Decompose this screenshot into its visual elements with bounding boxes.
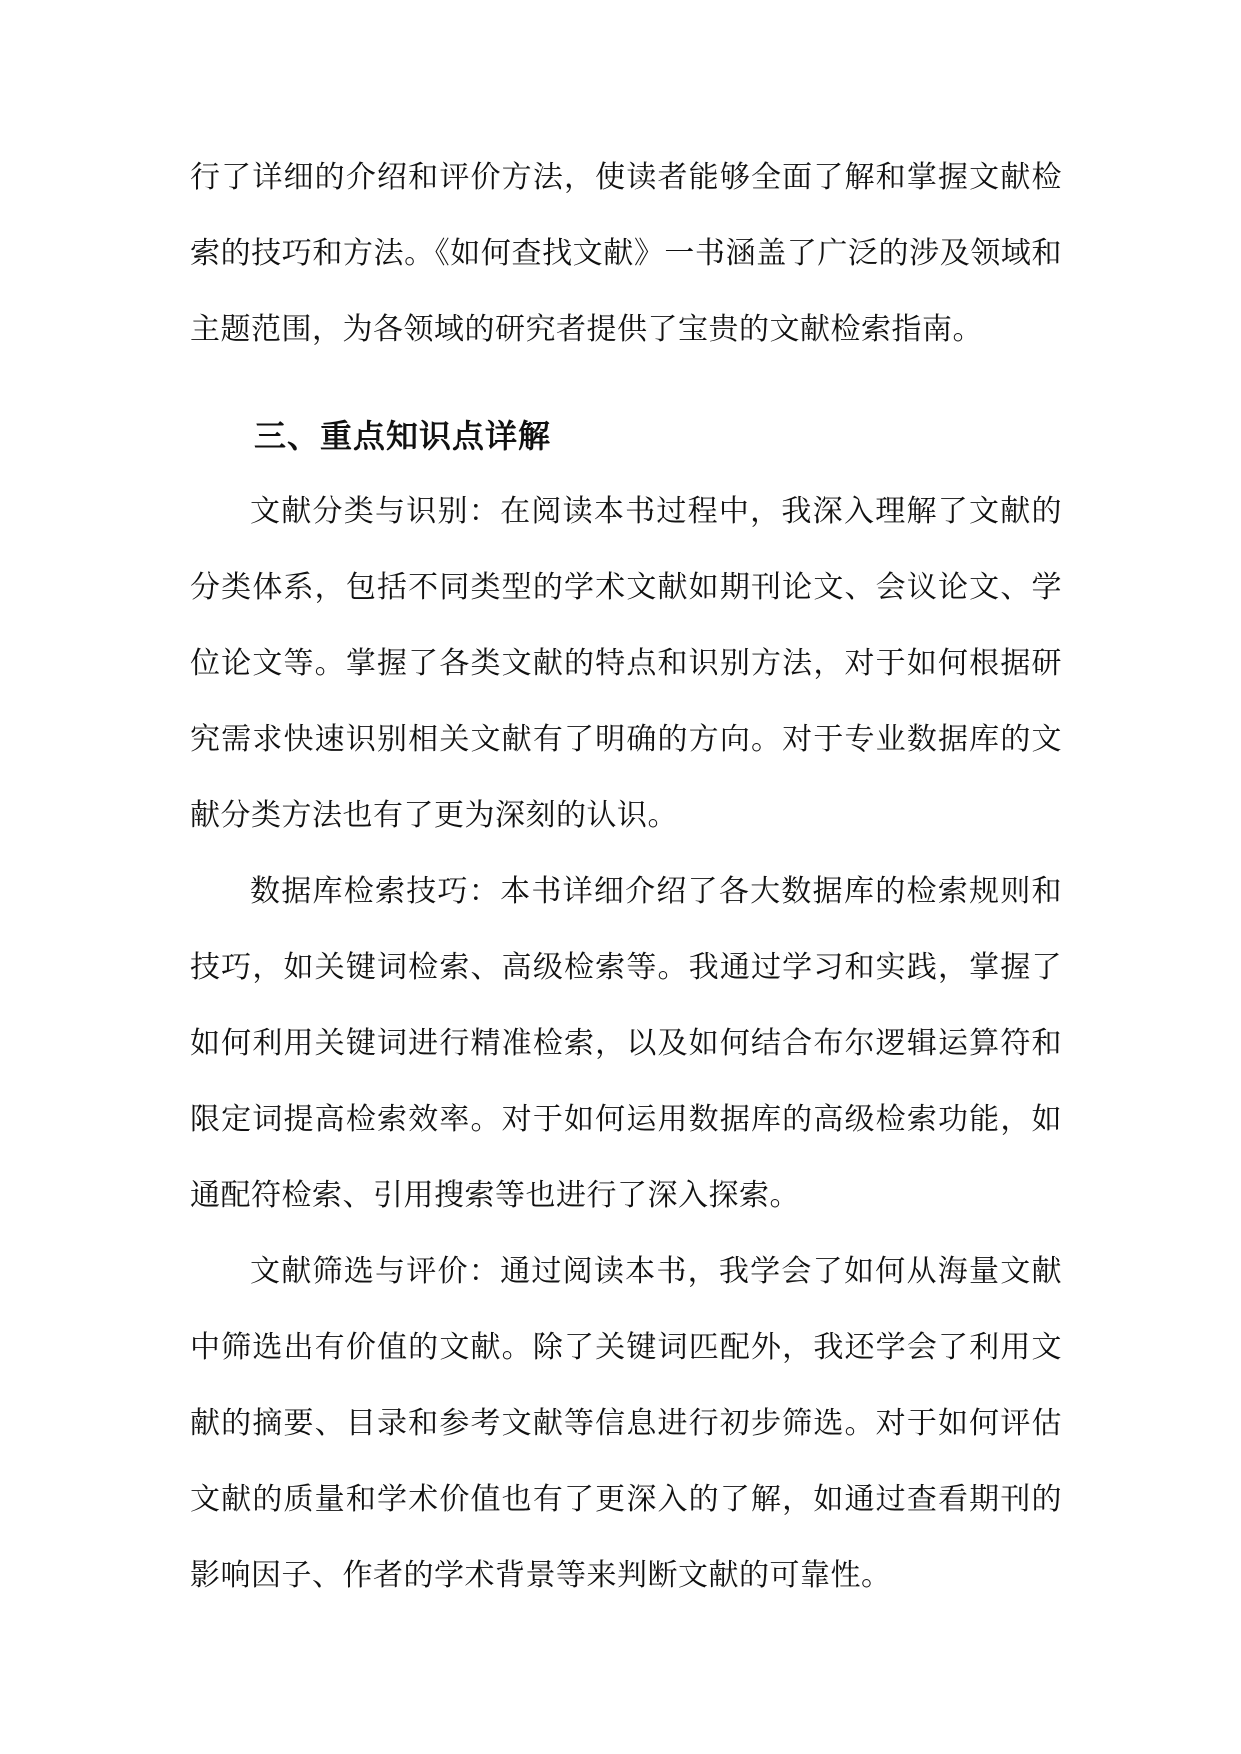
paragraph-literature-screening: 文献筛选与评价：通过阅读本书，我学会了如何从海量文献中筛选出有价值的文献。除了关键词匹配外，我还学会了利用文献的摘要、目录和参考文献等信息进行初步筛选。对于如何评估文献的质量和学术价值也有了更深入的了解，如通过查看期刊的影响因子、作者的学术背景等来判断文献的可靠性。	[190, 1254, 1062, 1593]
intro-paragraph: 行了详细的介绍和评价方法，使读者能够全面了解和掌握文献检索的技巧和方法。《如何查找文献》一书涵盖了广泛的涉及领域和主题范围，为各领域的研究者提供了宝贵的文献检索指南。	[190, 160, 1062, 347]
paragraph-literature-classification: 文献分类与识别：在阅读本书过程中，我深入理解了文献的分类体系，包括不同类型的学术文献如期刊论文、会议论文、学位论文等。掌握了各类文献的特点和识别方法，对于如何根据研究需求快速识别相关文献有了明确的方向。对于专业数据库的文献分类方法也有了更为深刻的认识。	[190, 494, 1062, 833]
section-heading: 三、重点知识点详解	[254, 417, 552, 455]
paragraph-database-search-skills: 数据库检索技巧：本书详细介绍了各大数据库的检索规则和技巧，如关键词检索、高级检索等。我通过学习和实践，掌握了如何利用关键词进行精准检索，以及如何结合布尔逻辑运算符和限定词提高检索效率。对于如何运用数据库的高级检索功能，如通配符检索、引用搜索等也进行了深入探索。	[190, 874, 1062, 1213]
document-body	[190, 140, 1062, 1614]
heading-gap	[190, 368, 1062, 398]
